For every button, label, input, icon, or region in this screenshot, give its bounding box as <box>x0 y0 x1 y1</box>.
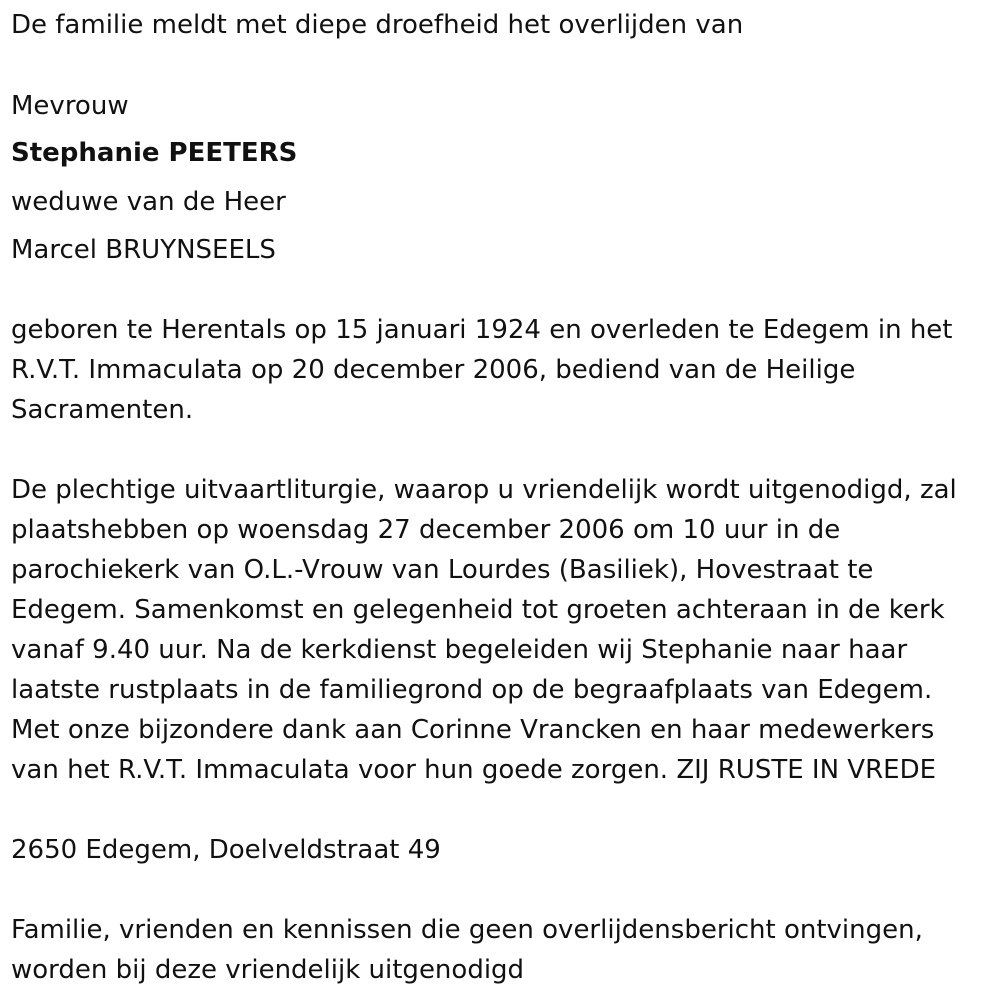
intro-text: De familie meldt met diepe droefheid het overlijden van <box>11 10 744 40</box>
paragraph-line: worden bij deze vriendelijk uitgenodigd <box>11 955 525 985</box>
address: 2650 Edegem, Doelveldstraat 49 <box>11 835 441 865</box>
paragraph-line: Familie, vrienden en kennissen die geen overlijdensbericht ontvingen, <box>11 915 923 945</box>
paragraph-line: laatste rustplaats in de familiegrond op de begraafplaats van Edegem. <box>11 675 933 705</box>
paragraph-line: Sacramenten. <box>11 395 194 425</box>
paragraph-line: Edegem. Samenkomst en gelegenheid tot groeten achteraan in de kerk <box>11 595 945 625</box>
paragraph-line: vanaf 9.40 uur. Na de kerkdienst begeleiden wij Stephanie naar haar <box>11 635 908 665</box>
paragraph-line: R.V.T. Immaculata op 20 december 2006, bediend van de Heilige <box>11 355 856 385</box>
funeral-paragraph <box>11 470 986 790</box>
paragraph-line: geboren te Herentals op 15 januari 1924 en overleden te Edegem in het <box>11 315 953 345</box>
widow-of-label: weduwe van de Heer <box>11 187 286 217</box>
paragraph-line: plaatshebben op woensdag 27 december 2006 om 10 uur in de <box>11 515 841 545</box>
salutation: Mevrouw <box>11 91 129 121</box>
birth-death-paragraph <box>11 310 986 430</box>
spouse-name: Marcel BRUYNSEELS <box>11 235 276 265</box>
paragraph-line: De plechtige uitvaartliturgie, waarop u vriendelijk wordt uitgenodigd, zal <box>11 475 957 505</box>
paragraph-line: parochiekerk van O.L.-Vrouw van Lourdes (Basiliek), Hovestraat te <box>11 555 874 585</box>
paragraph-line: van het R.V.T. Immaculata voor hun goede zorgen. ZIJ RUSTE IN VREDE <box>11 755 937 785</box>
closing-paragraph <box>11 910 986 990</box>
deceased-name: Stephanie PEETERS <box>11 138 298 168</box>
paragraph-line: Met onze bijzondere dank aan Corinne Vrancken en haar medewerkers <box>11 715 935 745</box>
